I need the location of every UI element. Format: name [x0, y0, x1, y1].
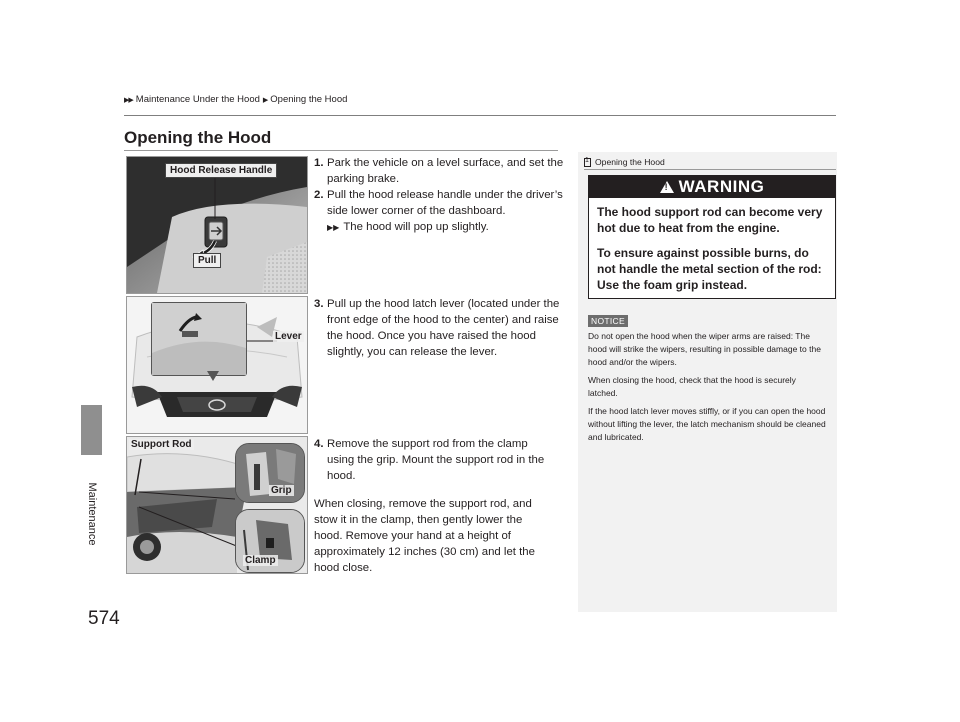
hood-release-handle-callout: Hood Release Handle: [165, 163, 277, 178]
step-2-text: Pull the hood release handle under the driver’s side lower corner of the dashboard.: [327, 189, 563, 217]
lever-detail-illustration: [152, 303, 246, 375]
chapter-label: Maintenance: [86, 482, 98, 546]
breadcrumb-item-opening-hood[interactable]: Opening the Hood: [270, 94, 348, 105]
hood-latch-lever-image: [126, 296, 308, 434]
step-1: 1. Park the vehicle on a level surface, and set the parking brake.: [314, 157, 564, 185]
support-rod-callout: Support Rod: [131, 439, 192, 450]
step-4-text: Remove the support rod from the clamp using the grip. Mount the support rod in the hood.: [327, 438, 545, 482]
closing-instructions: When closing, remove the support rod, and stow it in the clamp, then gently lower the hood. Remove your hand at a height of approximately 12 inches (30 cm) and let the hood close.: [314, 498, 535, 574]
step-1-text: Park the vehicle on a level surface, and set the parking brake.: [327, 157, 564, 185]
step-3-text: Pull up the hood latch lever (located under the front edge of the hood to the center) and raise the hood. Once you have raised the hood slightly, you can release the lever.: [327, 298, 560, 358]
clamp-callout: Clamp: [245, 555, 276, 566]
lever-detail-inset: [151, 302, 247, 376]
header-divider: [124, 115, 836, 116]
breadcrumb-arrow-icon: ▶: [262, 96, 268, 104]
inset-pointer: [207, 371, 219, 381]
notice-badge: NOTICE: [588, 315, 628, 327]
page-number: 574: [88, 608, 120, 629]
lever-callout: Lever: [275, 331, 302, 342]
title-divider: [124, 150, 558, 151]
breadcrumb-item-maintenance[interactable]: Maintenance Under the Hood: [135, 94, 260, 105]
hood-release-handle-image: [126, 156, 308, 294]
step-4: 4. Remove the support rod from the clamp using the grip. Mount the support rod in the hood.: [314, 436, 554, 484]
step-2-result: ▶▶ The hood will pop up slightly.: [327, 221, 489, 233]
result-arrow-icon: ▶▶: [327, 223, 340, 232]
page-title: Opening the Hood: [124, 128, 272, 147]
notice-text-3: If the hood latch lever moves stiffly, or if you can open the hood without lifting the lever, the latch mechanism should be cleaned and lubricated.: [588, 406, 826, 442]
chapter-tab: [81, 405, 102, 455]
panel-divider: [584, 169, 836, 170]
warning-text-2: To ensure against possible burns, do not handle the metal section of the rod: Use the foam grip instead.: [597, 246, 822, 292]
breadcrumb-arrow-icon: ▶▶: [124, 96, 133, 104]
notice-text-2: When closing the hood, check that the hood is securely latched.: [588, 375, 796, 398]
support-rod-image: [126, 436, 308, 574]
breadcrumb: [124, 94, 347, 105]
panel-title: 1 Opening the Hood: [584, 157, 665, 167]
warning-header: ! WARNING: [589, 176, 835, 198]
step-3: 3. Pull up the hood latch lever (located under the front edge of the hood to the center) and raise the hood. Once you have raised the hood slightly, you can release the lever.: [314, 296, 564, 360]
warning-triangle-icon: [660, 181, 674, 193]
step-2: 2. Pull the hood release handle under the driver’s side lower corner of the dashboard.: [314, 189, 563, 217]
pull-callout: Pull: [193, 253, 221, 268]
grip-callout: Grip: [271, 485, 292, 496]
note-reference-icon: [584, 158, 591, 167]
warning-text-1: The hood support rod can become very hot due to heat from the engine.: [597, 205, 823, 235]
notice-text-1: Do not open the hood when the wiper arms are raised: The hood will strike the wipers, resulting in possible damage to the hood and/or the wipers.: [588, 331, 821, 367]
